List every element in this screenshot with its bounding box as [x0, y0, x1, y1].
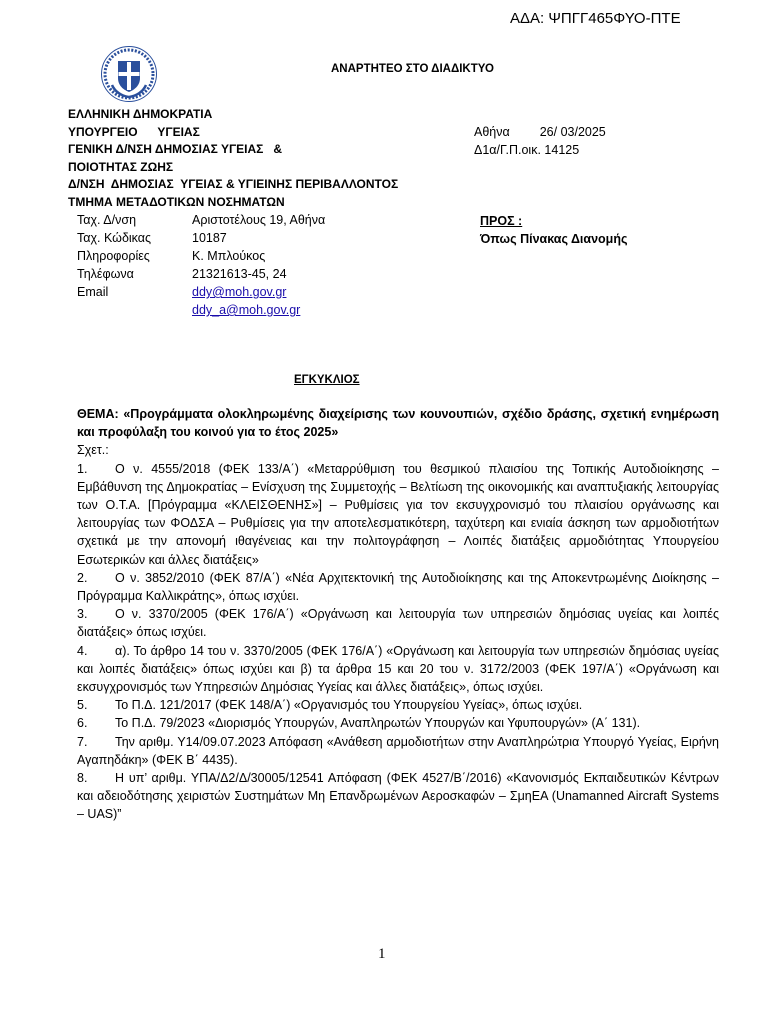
reference-number: 8. [77, 771, 88, 786]
reference-item [77, 696, 719, 714]
reference-number: 6. [77, 716, 88, 731]
reference-number: 5. [77, 698, 88, 713]
reference-text: Το Π.Δ. 79/2023 «Διορισμός Υπουργών, Αναπληρωτών Υπουργών και Υφυπουργών» (Α΄ 131). [115, 716, 641, 731]
reference-number: 4. [77, 643, 88, 658]
reference-item [77, 569, 719, 605]
reference-text: Ο ν. 3852/2010 (ΦΕΚ 87/Α΄) «Νέα Αρχιτεκτονική της Αυτοδιοίκησης και της Αποκεντρωμένης Διοίκησης – Πρόγραμμα Καλλικράτης», όπως ισχύει. [77, 570, 719, 604]
reference-number: 7. [77, 734, 88, 749]
reference-item [77, 642, 719, 697]
email-label: Email [77, 285, 109, 299]
publish-online-label: ΑΝΑΡΤΗΤΕΟ ΣΤΟ ΔΙΑΔΙΚΤΥΟ [331, 63, 494, 75]
contact-key: Πληροφορίες [77, 249, 150, 263]
recipient-label: ΠΡΟΣ : [480, 214, 523, 228]
reference-text: Το Π.Δ. 121/2017 (ΦΕΚ 148/Α΄) «Οργανισμός του Υπουργείου Υγείας», όπως ισχύει. [115, 698, 583, 713]
reference-text: α). Το άρθρο 14 του ν. 3370/2005 (ΦΕΚ 176/Α΄) «Οργάνωση και λειτουργία των υπηρεσιών δημόσιας υγείας και λοιπές διατάξεις» όπως ισχύει και β) τα άρθρα 15 και 20 του ν. 3172/2003 (ΦΕΚ 197/Α΄) «Οργάνωση και εκσυγχρονισμός των Υπηρεσιών Δημόσιας Υγείας και άλλες διατάξεις», όπως ισχύει. [77, 643, 719, 695]
contact-row [77, 211, 325, 229]
reference-item [77, 769, 719, 824]
org-line: ΥΠΟΥΡΓΕΙΟ ΥΓΕΙΑΣ [68, 124, 200, 139]
contact-key: Τηλέφωνα [77, 267, 134, 281]
contact-value: Κ. Μπλούκος [192, 249, 266, 263]
reference-item [77, 714, 719, 732]
contact-key: Ταχ. Δ/νση [77, 213, 137, 227]
reference-item [77, 460, 719, 569]
reference-text: Ο ν. 3370/2005 (ΦΕΚ 176/Α΄) «Οργάνωση και λειτουργία των υπηρεσιών δημόσιας υγείας και λοιπές διατάξεις» όπως ισχύει. [77, 607, 719, 640]
reference-text: Η υπ’ αριθμ. ΥΠΑ/Δ2/Δ/30005/12541 Απόφαση (ΦΕΚ 4527/Β΄/2016) «Κανονισμός Εκπαιδευτικών Κέντρων και αδειοδότησης χειριστών Συστημάτων Μη Επανδρωμένων Αεροσκαφών – ΣμηΕΑ (Unamanned Aircraft Systems – UAS)” [77, 771, 719, 822]
org-line: ΕΛΛΗΝΙΚΗ ΔΗΜΟΚΡΑΤΙΑ [68, 107, 213, 121]
page-number: 1 [378, 946, 386, 962]
greek-emblem-icon [100, 45, 158, 103]
contact-details [77, 211, 325, 319]
protocol-number: Δ1α/Γ.Π.οικ. 14125 [474, 142, 580, 157]
org-line: ΓΕΝΙΚΗ Δ/ΝΣΗ ΔΗΜΟΣΙΑΣ ΥΓΕΙΑΣ & [68, 142, 283, 156]
org-line: ΠΟΙΟΤΗΤΑΣ ΖΩΗΣ [68, 159, 174, 174]
reference-text: Ο ν. 4555/2018 (ΦΕΚ 133/Α΄) «Μεταρρύθμιση του θεσμικού πλαισίου της Τοπικής Αυτοδιοίκησης – Εμβάθυνση της Δημοκρατίας – Ενίσχυση της Συμμετοχής – Βελτίωση της οικονομικής και αναπτυξιακής λειτουργίας των Ο.Τ.Α. [Πρόγραμμα «ΚΛΕΙΣΘΕΝΗΣ»] – Ρυθμίσεις για τον εκσυγχρονισμό του πλαισίου οργάνωσης και λειτουργίας των ΦΟΔΣΑ – Ρυθμίσεις για την αποτελεσματικότερη, ταχύτερη και ενιαία άσκηση των αρμοδιοτήτων σχετικά με την απονομή ιθαγένειας και την πολιτογράφηση – Λοιπές διατάξεις αρμοδιότητας Υπουργείου Εσωτερικών και άλλες διατάξεις» [77, 461, 719, 567]
recipient-block [480, 212, 627, 248]
date-value: 26/ 03/2025 [539, 125, 606, 139]
contact-value: 10187 [192, 231, 227, 245]
reference-text: Την αριθμ. Υ14/09.07.2023 Απόφαση «Ανάθεση αρμοδιοτήτων στην Αναπληρώτρια Υπουργό Υγείας, Ειρήνη Αγαπηδάκη» (ΦΕΚ Β΄ 4435). [77, 734, 719, 767]
issuing-authority [68, 106, 488, 211]
contact-value: 21321613-45, 24 [192, 267, 287, 281]
date-protocol [474, 124, 606, 159]
subject-line: ΘΕΜΑ: «Προγράμματα ολοκληρωμένης διαχείρισης των κουνουπιών, σχέδιο δράσης, σχετική ενημέρωση και προφύλαξη του κοινού για το έτος 2025» [77, 407, 719, 440]
date-city: Αθήνα [474, 125, 510, 139]
org-line: Δ/ΝΣΗ ΔΗΜΟΣΙΑΣ ΥΓΕΙΑΣ & ΥΓΙΕΙΝΗΣ ΠΕΡΙΒΑΛΛΟΝΤΟΣ [68, 177, 399, 191]
reference-number: 2. [77, 570, 88, 585]
reference-number: 3. [77, 607, 88, 622]
contact-row [77, 301, 325, 319]
document-body [77, 405, 719, 824]
related-label: Σχετ.: [77, 443, 109, 458]
contact-value: Αριστοτέλους 19, Αθήνα [192, 213, 326, 227]
org-line: ΤΜΗΜΑ ΜΕΤΑΔΟΤΙΚΩΝ ΝΟΣΗΜΑΤΩΝ [68, 194, 285, 209]
contact-row [77, 283, 325, 301]
reference-number: 1. [77, 461, 88, 476]
circular-title: ΕΓΚΥΚΛΙΟΣ [294, 374, 360, 386]
recipient-list: Όπως Πίνακας Διανομής [480, 232, 628, 246]
contact-row [77, 247, 325, 265]
reference-item [77, 733, 719, 769]
email-link-secondary[interactable]: ddy_a@moh.gov.gr [192, 303, 301, 317]
contact-row [77, 265, 325, 283]
contact-key: Ταχ. Κώδικας [77, 231, 152, 245]
ada-code: ΑΔΑ: ΨΠΓΓ465ΦΥΟ-ΠΤΕ [510, 10, 681, 27]
contact-row [77, 229, 325, 247]
email-link-primary[interactable]: ddy@moh.gov.gr [192, 285, 287, 299]
reference-item [77, 605, 719, 641]
